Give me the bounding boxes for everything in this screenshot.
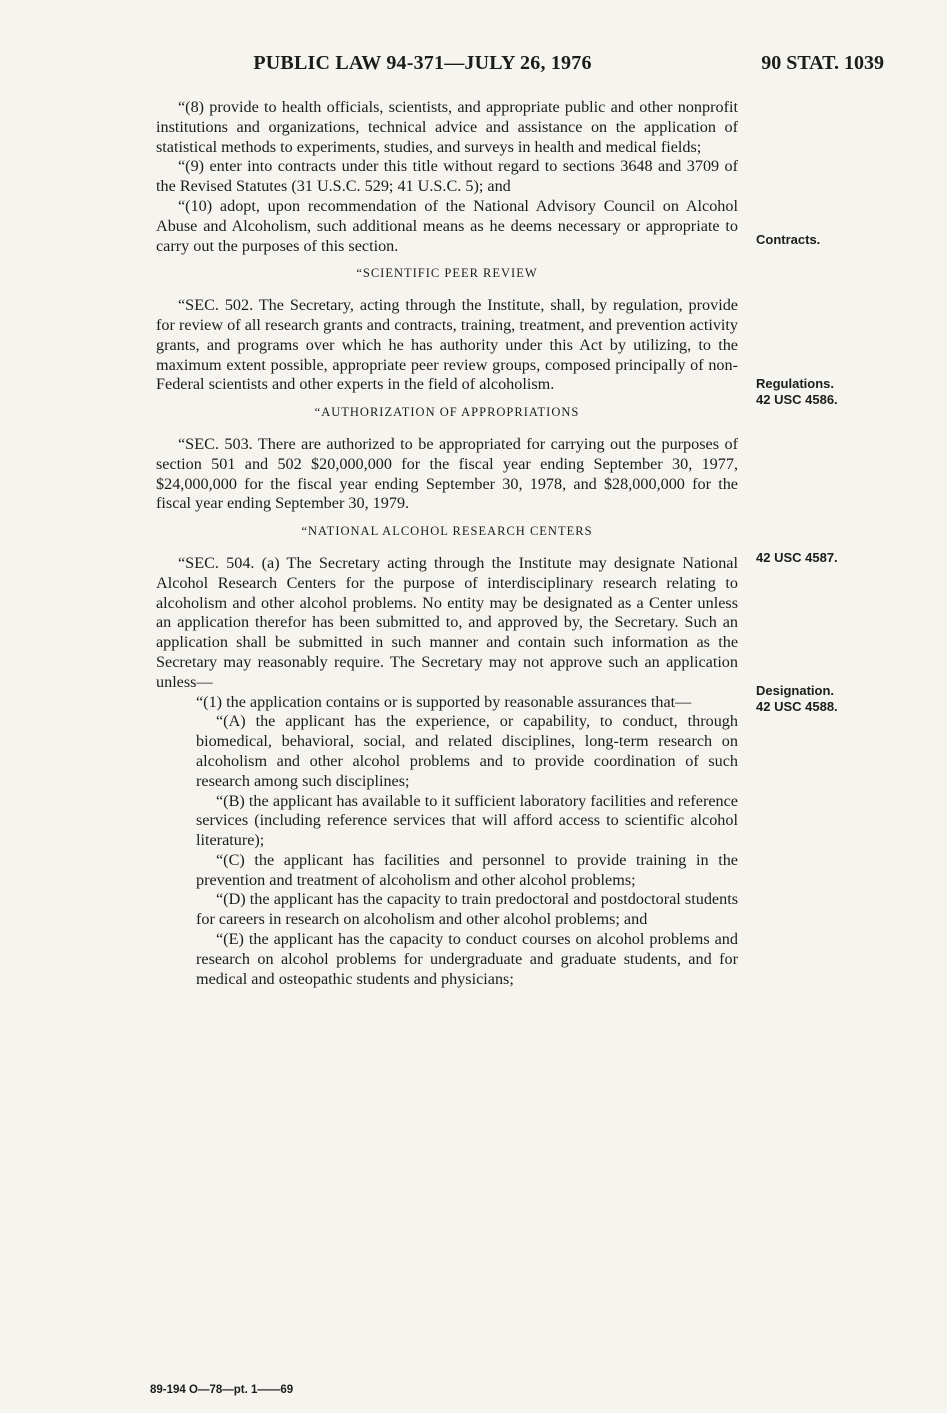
- item-1: “(1) the application contains or is supported by reasonable assurances that—: [196, 692, 692, 711]
- item-e: “(E) the applicant has the capacity to conduct courses on alcohol problems and research on alcohol problems for undergraduate and graduate students, and for medical and osteopathic students and physicians;: [196, 930, 738, 988]
- margin-note-designation: Designation.: [756, 683, 835, 698]
- print-code-footer: 89-194 O—78—pt. 1——69: [150, 1384, 294, 1396]
- margin-note-contracts: Contracts.: [756, 232, 821, 247]
- section-heading-502: “SCIENTIFIC PEER REVIEW: [356, 266, 538, 281]
- section-502: “SEC. 502. The Secretary, acting through the Institute, shall, by regulation, provide for review of all research grants and contracts, training, treatment, and prevention activity grants, and programs over which he has authority under this Act by utilizing, to the maximum extent possible, appropriate peer review groups, composed principally of non-Federal scientists and other experts in the field of alcoholism.: [156, 296, 738, 394]
- section-heading-503: “AUTHORIZATION OF APPROPRIATIONS: [314, 405, 580, 420]
- paragraph-8: “(8) provide to health officials, scientists, and appropriate public and other nonprofit institutions and organizations, technical advice and assistance on the application of statistical methods to experiments, studies, and surveys in health and medical fields;: [156, 98, 738, 156]
- statute-page-number: 90 STAT. 1039: [761, 52, 884, 74]
- item-d: “(D) the applicant has the capacity to train predoctoral and postdoctoral students for careers in research on alcoholism and other alcohol problems; and: [196, 890, 738, 929]
- item-a: “(A) the applicant has the experience, or capability, to conduct, through biomedical, behavioral, social, and related disciplines, long-term research on alcoholism and other alcohol problems and to provide coordination of such research among such disciplines;: [196, 712, 738, 790]
- body-text: [156, 98, 738, 989]
- margin-note-usc-4587: 42 USC 4587.: [756, 550, 838, 565]
- margin-note-regulations: Regulations.: [756, 376, 835, 391]
- page-title: PUBLIC LAW 94-371—JULY 26, 1976: [253, 52, 592, 74]
- item-b: “(B) the applicant has available to it sufficient laboratory facilities and reference services (including reference services that will afford access to scientific alcohol literature);: [196, 791, 738, 850]
- paragraph-10: “(10) adopt, upon recommendation of the National Advisory Council on Alcohol Abuse and Alcoholism, such additional means as he deems necessary or appropriate to carry out the purposes of this section.: [156, 196, 738, 255]
- item-c: “(C) the applicant has facilities and personnel to provide training in the prevention and treatment of alcoholism and other alcohol problems;: [196, 850, 738, 889]
- margin-note-usc-4588: 42 USC 4588.: [756, 699, 838, 714]
- paragraph-9: “(9) enter into contracts under this title without regard to sections 3648 and 3709 of the Revised Statutes (31 U.S.C. 529; 41 U.S.C. 5); and: [156, 157, 738, 196]
- section-heading-504: “NATIONAL ALCOHOL RESEARCH CENTERS: [301, 524, 593, 539]
- margin-note-usc-4586: 42 USC 4586.: [756, 392, 838, 407]
- section-504: “SEC. 504. (a) The Secretary acting through the Institute may designate National Alcohol Research Centers for the purpose of interdisciplinary research relating to alcoholism and other alcohol problems. No entity may be designated as a Center unless an application therefor has been submitted to, and approved by, the Secretary. Such an application shall be submitted in such manner and contain such information as the Secretary may reasonably require. The Secretary may not approve such an application unless—: [156, 553, 738, 691]
- section-503: “SEC. 503. There are authorized to be appropriated for carrying out the purposes of section 501 and 502 $20,000,000 for the fiscal year ending September 30, 1977, $24,000,000 for the fiscal year ending September 30, 1978, and $28,000,000 for the fiscal year ending September 30, 1979.: [156, 434, 738, 513]
